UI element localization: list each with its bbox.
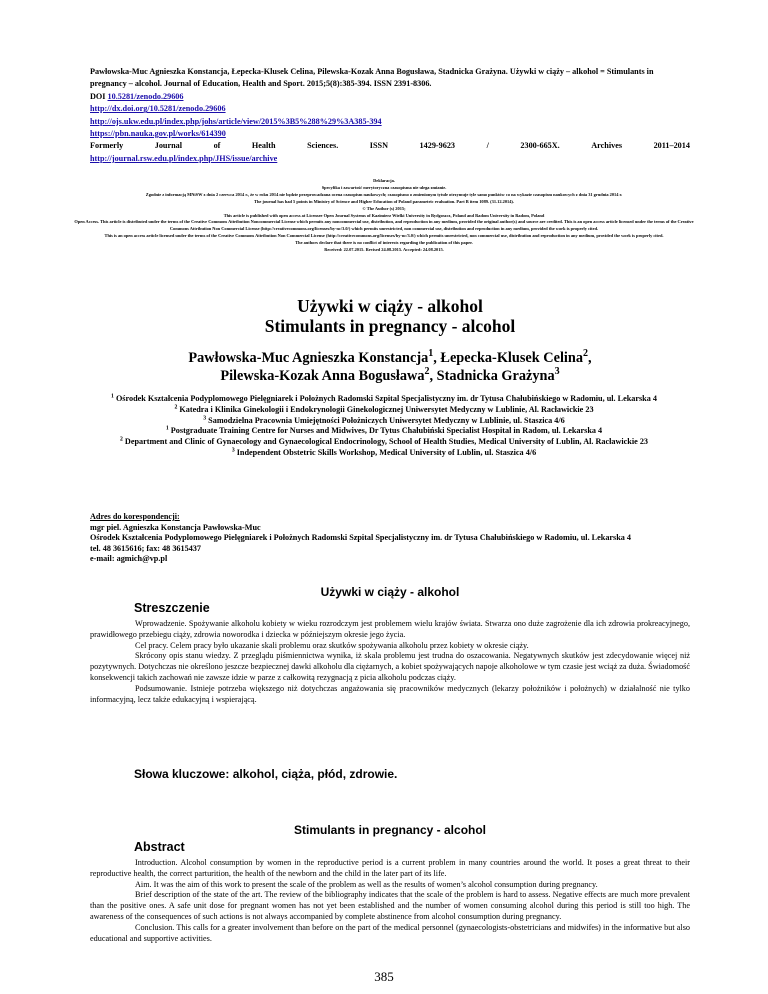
affiliation-text: Katedra i Klinika Ginekologii i Endokrynologii Ginekologicznej Uniwersytet Medyczny w Lublinie, Al. Racławickie 23 (179, 404, 594, 414)
formerly-word: 2300-665X. (520, 141, 560, 151)
keywords: Słowa kluczowe: alkohol, ciąża, płód, zdrowie. (134, 767, 398, 781)
pl-paragraph: Podsumowanie. Istnieje potrzeba większego niż dotychczas angażowania się pracowników medycznych (lekarzy położników i położnych) w działalność nie tylko informacyjną, lecz także edukacyjną i wspierającą. (90, 683, 690, 704)
affiliation (70, 405, 698, 416)
ojs-link[interactable]: http://ojs.ukw.edu.pl/index.php/johs/article/view/2015%3B5%288%29%3A385-394 (90, 116, 382, 126)
declaration-line: Received: 22.07.2015. Revised 24.08.2015. Accepted: 24.08.2015. (324, 247, 444, 253)
email-label: e-mail: (90, 554, 117, 564)
en-abstract-body (90, 858, 690, 944)
author-name: Pawłowska-Muc Agnieszka Konstancja (188, 350, 429, 366)
en-paragraph: Conclusion. This calls for a greater involvement than before on the part of the medical personnel (gynaecologists-obstetricians and midwifes) in the informative but also educational and supportive activities. (90, 922, 690, 943)
en-paragraph: Aim. It was the aim of this work to present the scale of the problem as well as the results of women’s alcohol consumption during pregnancy. (135, 879, 598, 889)
affiliation-sup: 2 (119, 436, 123, 443)
citation-block (90, 66, 690, 165)
declaration-line: The journal has had 5 points in Ministry of Science and Higher Education of Poland parametric evaluation. Part B item 1089. (31.12.2014). (254, 198, 514, 204)
archive-link[interactable]: http://journal.rsw.edu.pl/index.php/JHS/issue/archive (90, 153, 278, 163)
author-sup: 1 (428, 348, 434, 360)
affiliations (70, 394, 698, 459)
affiliation-sup: 1 (165, 425, 169, 432)
formerly-word: 1429-9623 (419, 141, 456, 151)
correspondence-name: mgr piel. Agnieszka Konstancja Pawłowska-Muc (90, 522, 261, 532)
affiliation (70, 416, 698, 427)
correspondence-address: Ośrodek Kształcenia Podyplomowego Pielęgniarek i Położnych Radomski Szpital Specjalistyczny im. dr Tytusa Chałubińskiego w Radomiu, ul. Lekarska 4 (90, 533, 632, 543)
author-name: Pilewska-Kozak Anna Bogusława (220, 367, 425, 384)
pl-section-title: Używki w ciąży - alkohol (320, 585, 460, 599)
affiliation (70, 437, 698, 448)
en-paragraph: Brief description of the state of the art. The review of the bibliography indicates that the scale of the problem is hard to assess. Negative effects are much more prevalent than the positive ones. A safe unit dose for pregnant women has not yet been established and the number of women consuming alcohol during this period is still too high. The awareness of the consequences of such actions is not always accompanied by complete abstinence from alcohol consumption during pregnancy. (90, 890, 690, 921)
declaration-block (70, 178, 698, 254)
affiliation-text: Independent Obstetric Skills Workshop, Medical University of Lublin, ul. Staszica 4/6 (236, 447, 537, 457)
declaration-line: Specyfika i zawartość merytoryczna czasopisma nie ulega zmianie. (321, 184, 447, 190)
page-number: 385 (374, 969, 394, 984)
formerly-word: Sciences. (307, 141, 339, 151)
author-sep: , (588, 350, 592, 366)
doi-label: DOI (90, 91, 106, 101)
en-paragraph: Introduction. Alcohol consumption by women in the reproductive period is a current problem in many countries around the world. It poses a great threat to their reproductive health, the correct parturition, the health of the newborn and the child in the later part of its life. (90, 858, 690, 878)
affiliation (70, 394, 698, 405)
declaration-line: This is an open access article licensed under the terms of the Creative Commons Attribution Non Commercial License (http://creativecommons.org/licenses/by-nc/3.0/) which permits unrestricted, non commercial use, distribution and reproduction in any medium, provided the work is properly cited. (104, 233, 664, 239)
declaration-line: Deklaracja. (373, 178, 395, 183)
author-sup: 3 (554, 365, 560, 377)
affiliation (70, 448, 698, 459)
affiliation (70, 426, 698, 437)
article-title (90, 296, 690, 336)
en-section-title: Stimulants in pregnancy - alcohol (293, 823, 487, 837)
affiliation-text: Department and Clinic of Gynaecology and Gynaecological Endocrinology, School of Health Studies, Medical University of Lublin, Al. Racławickie 23 (124, 437, 649, 447)
pl-paragraph: Skrócony opis stanu wiedzy. Z przeglądu piśmiennictwa wynika, iż skala problemu jest trudna do oszacowania. Negatywnych skutków jest zdecydowanie więcej niż pozytywnych. Dotychczas nie określono jeszcze bezpiecznej dawki alkoholu dla ciężarnych, a kobiet spożywających napoje alkoholowe w tym czasie jest wciąż za duża. Świadomość konsekwencji takich zachowań nie zawsze idzie w parze z całkowitą rezygnacją z picia alkoholu podczas ciąży. (90, 651, 690, 682)
formerly-word: of (213, 141, 221, 151)
pl-paragraph: Wprowadzenie. Spożywanie alkoholu kobiety w wieku rozrodczym jest problemem wielu krajów świata. Stwarza ono duże zagrożenie dla ich zdrowia prokreacyjnego, prawidłowego przebiegu ciąży, zdrowia noworodka i dziecka w późniejszym okresie jego życia. (90, 619, 690, 639)
formerly-word: Journal (154, 141, 183, 151)
affiliation-sup: 1 (111, 393, 114, 400)
correspondence-phone: tel. 48 3615616; fax: 48 3615437 (90, 543, 201, 553)
correspondence-heading: Adres do korespondencji: (90, 512, 180, 521)
citation-text: Pawłowska-Muc Agnieszka Konstancja, Łepecka-Klusek Celina, Pilewska-Kozak Anna Bogusława, Stadnicka Grażyna. Używki w ciąży – alkohol = Stimulants in pregnancy – alcohol. Journal of Education, Health and Sport. 2015;5(8):385-394. ISSN 2391-8306. (90, 67, 654, 89)
pl-paragraph: Cel pracy. Celem pracy było ukazanie skali problemu oraz skutków spożywania alkoholu przez kobiety w okresie ciąży. (135, 640, 529, 650)
formerly-word: ISSN (369, 141, 389, 151)
pl-abstract-body (90, 619, 690, 705)
affiliation-sup: 3 (203, 414, 207, 421)
correspondence-block (90, 512, 690, 565)
formerly-word: / (486, 141, 489, 151)
declaration-line: This article is published with open access at Licensee Open Journal Systems of Kazimierz Wielki University in Bydgoszcz, Poland and Radom University in Radom, Poland (223, 212, 545, 218)
pbn-link[interactable]: https://pbn.nauka.gov.pl/works/614390 (90, 129, 226, 139)
formerly-word: Health (251, 141, 276, 151)
declaration-line: Open Access. This article is distributed under the terms of the Creative Commons Attribution Noncommercial License which permits any noncommercial use, distribution, and reproduction in any medium, provided the original author(s) and source are credited. This is an open access article licensed under the terms of the Creative Commons Attribution Non Commercial License (http://creativecommons.org/licenses/by-nc/3.0/) which permits unrestricted, non commercial use, distribution and reproduction in any medium, provided the work is properly cited. (74, 219, 694, 232)
author-sup: 2 (583, 348, 589, 360)
formerly-word: 2011–2014 (653, 141, 690, 151)
email-link[interactable]: agmich@vp.pl (116, 554, 168, 564)
affiliation-sup: 3 (231, 447, 235, 454)
title-english: Stimulants in pregnancy - alcohol (264, 316, 516, 336)
formerly-word: Archives (591, 141, 623, 151)
author-name: , Stadnicka Grażyna (429, 367, 555, 384)
author-sup: 2 (424, 365, 430, 377)
declaration-line: © The Author (s) 2015; (362, 205, 406, 211)
formerly-line (90, 140, 690, 152)
affiliation-sup: 2 (174, 404, 178, 411)
doi-link[interactable]: 10.5281/zenodo.29606 (107, 91, 184, 101)
title-polish: Używki w ciąży - alkohol (297, 296, 483, 316)
doi-line (90, 91, 690, 103)
affiliation-text: Ośrodek Kształcenia Podyplomowego Pielęgniarek i Położnych Radomski Szpital Specjalistyczny im. dr Tytusa Chałubińskiego w Radomiu, ul. Lekarska 4 (115, 394, 657, 403)
affiliation-text: Samodzielna Pracownia Umiejętności Położniczych Uniwersytet Medyczny w Lublinie, ul. Staszica 4/6 (208, 415, 565, 425)
author-name: , Łepecka-Klusek Celina (433, 350, 584, 366)
dx-doi-link[interactable]: http://dx.doi.org/10.5281/zenodo.29606 (90, 104, 226, 114)
en-abstract-label: Abstract (134, 840, 185, 854)
formerly-word: Formerly (90, 141, 124, 151)
author-list (90, 350, 690, 385)
declaration-line: The authors declare that there is no conflict of interests regarding the publication of this paper. (295, 240, 473, 246)
declaration-line: Zgodnie z informacją MNiSW z dnia 2 czerwca 2014 r., że w roku 2014 nie będzie przeprowadzana ocena czasopism naukowych; czasopismo o zmienionym tytule otrzymuje tyle samo punktów co na wykazie czasopism naukowych z dnia 31 grudnia 2014 r. (145, 191, 623, 197)
affiliation-text: Postgraduate Training Centre for Nurses and Midwives, Dr Tytus Chałubiński Specialist Hospital in Radom, ul. Lekarska 4 (170, 426, 603, 436)
pl-abstract-label: Streszczenie (134, 601, 210, 615)
